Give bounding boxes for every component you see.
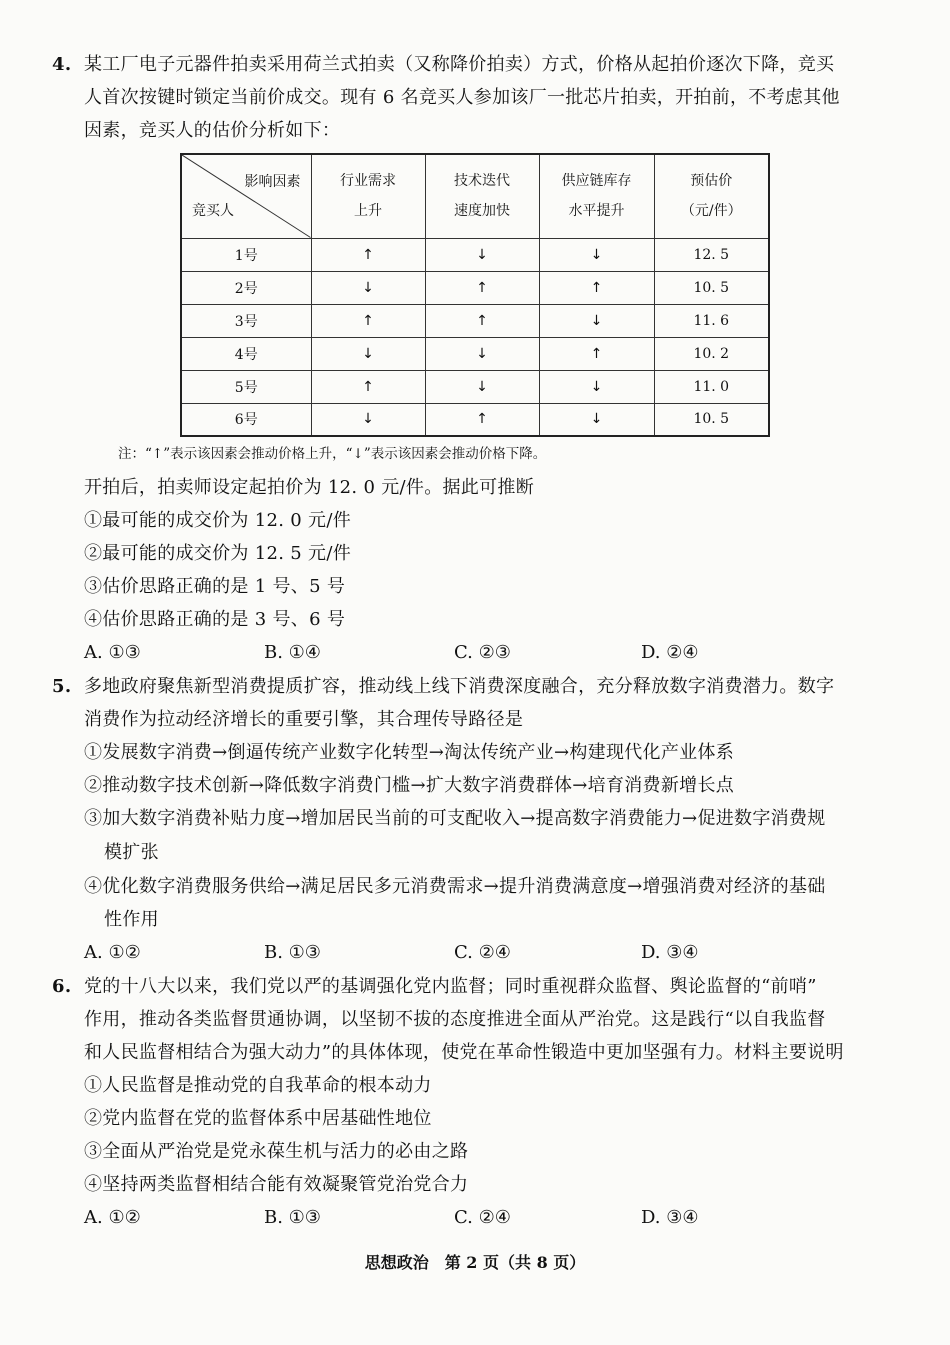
q6-options xyxy=(84,1207,884,1229)
demand-arrow-icon: ↑ xyxy=(311,370,425,403)
q5-item-4-line2: 性作用 xyxy=(104,909,159,930)
q5-item-2: ②推动数字技术创新→降低数字消费门槛→扩大数字消费群体→培育消费新增长点 xyxy=(84,775,735,796)
header-estimated-price: 预估价 （元/件） xyxy=(654,154,769,238)
q6-stem-line1: 党的十八大以来，我们党以严的基调强化党内监督；同时重视群众监督、舆论监督的“前哨” xyxy=(84,976,817,997)
price-cell: 10. 5 xyxy=(654,403,769,436)
inventory-arrow-icon: ↓ xyxy=(539,304,654,337)
inventory-arrow-icon: ↓ xyxy=(539,403,654,436)
table-header-row xyxy=(181,154,769,238)
q6-item-4: ④坚持两类监督相结合能有效凝聚管党治党合力 xyxy=(84,1174,469,1195)
q4-item-2: ②最可能的成交价为 12. 5 元/件 xyxy=(84,543,352,564)
q5-stem-line1: 多地政府聚焦新型消费提质扩容，推动线上线下消费深度融合，充分释放数字消费潜力。数字 xyxy=(84,676,835,697)
q5-number: 5. xyxy=(52,676,72,697)
q6-number: 6. xyxy=(52,976,72,997)
q4-stem-line1: 某工厂电子元器件拍卖采用荷兰式拍卖（又称降价拍卖）方式，价格从起拍价逐次下降，竞买 xyxy=(84,54,835,75)
demand-arrow-icon: ↑ xyxy=(311,304,425,337)
header-industry-demand: 行业需求 上升 xyxy=(311,154,425,238)
price-cell: 12. 5 xyxy=(654,238,769,271)
q5-option-d[interactable]: D. ③④ xyxy=(641,942,699,963)
q4-lead: 开拍后，拍卖师设定起拍价为 12. 0 元/件。据此可推断 xyxy=(84,477,535,498)
corner-label-factors: 影响因素 xyxy=(244,174,301,190)
q5-option-c[interactable]: C. ②④ xyxy=(454,942,511,963)
tech-arrow-icon: ↑ xyxy=(425,403,539,436)
inventory-arrow-icon: ↑ xyxy=(539,271,654,304)
q6-item-2: ②党内监督在党的监督体系中居基础性地位 xyxy=(84,1108,432,1129)
bidder-cell: 5号 xyxy=(181,370,311,403)
q6-stem-line2: 作用，推动各类监督贯通协调，以坚韧不拔的态度推进全面从严治党。这是践行“以自我监督 xyxy=(84,1009,826,1030)
demand-arrow-icon: ↑ xyxy=(311,238,425,271)
table-corner-cell xyxy=(181,154,311,238)
bidder-cell: 3号 xyxy=(181,304,311,337)
tech-arrow-icon: ↑ xyxy=(425,271,539,304)
price-cell: 10. 2 xyxy=(654,337,769,370)
table-row xyxy=(181,271,769,304)
q5-stem-line2: 消费作为拉动经济增长的重要引擎，其合理传导路径是 xyxy=(84,709,524,730)
table-row xyxy=(181,337,769,370)
page-footer: 思想政治 第 2 页（共 8 页） xyxy=(364,1253,586,1272)
q6-option-c[interactable]: C. ②④ xyxy=(454,1207,511,1228)
q5-option-a[interactable]: A. ①② xyxy=(84,942,141,963)
q5-item-3-line2: 模扩张 xyxy=(104,842,159,863)
price-cell: 11. 0 xyxy=(654,370,769,403)
q4-stem-line3: 因素，竞买人的估价分析如下： xyxy=(84,120,341,141)
inventory-arrow-icon: ↓ xyxy=(539,370,654,403)
q4-option-a[interactable]: A. ①③ xyxy=(84,642,141,663)
q6-option-b[interactable]: B. ①③ xyxy=(264,1207,321,1228)
q6-item-1: ①人民监督是推动党的自我革命的根本动力 xyxy=(84,1075,432,1096)
q4-options xyxy=(84,642,884,664)
q5-item-1: ①发展数字消费→倒逼传统产业数字化转型→淘汰传统产业→构建现代化产业体系 xyxy=(84,742,735,763)
price-cell: 11. 6 xyxy=(654,304,769,337)
inventory-arrow-icon: ↓ xyxy=(539,238,654,271)
q6-option-a[interactable]: A. ①② xyxy=(84,1207,141,1228)
tech-arrow-icon: ↓ xyxy=(425,337,539,370)
tech-arrow-icon: ↓ xyxy=(425,370,539,403)
q4-option-b[interactable]: B. ①④ xyxy=(264,642,321,663)
q4-option-c[interactable]: C. ②③ xyxy=(454,642,511,663)
tech-arrow-icon: ↓ xyxy=(425,238,539,271)
header-tech-iteration: 技术迭代 速度加快 xyxy=(425,154,539,238)
q6-stem-line3: 和人民监督相结合为强大动力”的具体体现，使党在革命性锻造中更加坚强有力。材料主要说明 xyxy=(84,1042,844,1063)
diagonal-divider xyxy=(182,155,311,238)
bidder-estimate-table xyxy=(180,153,770,437)
q4-item-4: ④估价思路正确的是 3 号、6 号 xyxy=(84,609,346,630)
q5-option-b[interactable]: B. ①③ xyxy=(264,942,321,963)
q5-item-3-line1: ③加大数字消费补贴力度→增加居民当前的可支配收入→提高数字消费能力→促进数字消费规 xyxy=(84,808,826,829)
inventory-arrow-icon: ↑ xyxy=(539,337,654,370)
q4-stem-line2: 人首次按键时锁定当前价成交。现有 6 名竞买人参加该厂一批芯片拍卖，开拍前，不考虑其他 xyxy=(84,87,840,108)
table-row xyxy=(181,238,769,271)
q6-item-3: ③全面从严治党是党永葆生机与活力的必由之路 xyxy=(84,1141,469,1162)
bidder-cell: 2号 xyxy=(181,271,311,304)
demand-arrow-icon: ↓ xyxy=(311,403,425,436)
bidder-cell: 6号 xyxy=(181,403,311,436)
q6-option-d[interactable]: D. ③④ xyxy=(641,1207,699,1228)
q4-item-1: ①最可能的成交价为 12. 0 元/件 xyxy=(84,510,352,531)
header-supply-inventory: 供应链库存 水平提升 xyxy=(539,154,654,238)
table-note: 注：“↑”表示该因素会推动价格上升，“↓”表示该因素会推动价格下降。 xyxy=(118,446,547,462)
price-cell: 10. 5 xyxy=(654,271,769,304)
table-row xyxy=(181,304,769,337)
q4-number: 4. xyxy=(52,54,72,75)
q5-item-4-line1: ④优化数字消费服务供给→满足居民多元消费需求→提升消费满意度→增强消费对经济的基础 xyxy=(84,876,826,897)
demand-arrow-icon: ↓ xyxy=(311,337,425,370)
corner-label-bidders: 竞买人 xyxy=(192,202,234,219)
bidder-cell: 1号 xyxy=(181,238,311,271)
q5-options xyxy=(84,942,884,964)
demand-arrow-icon: ↓ xyxy=(311,271,425,304)
tech-arrow-icon: ↑ xyxy=(425,304,539,337)
table-row xyxy=(181,370,769,403)
q4-item-3: ③估价思路正确的是 1 号、5 号 xyxy=(84,576,346,597)
q4-option-d[interactable]: D. ②④ xyxy=(641,642,699,663)
bidder-cell: 4号 xyxy=(181,337,311,370)
table-row xyxy=(181,403,769,436)
